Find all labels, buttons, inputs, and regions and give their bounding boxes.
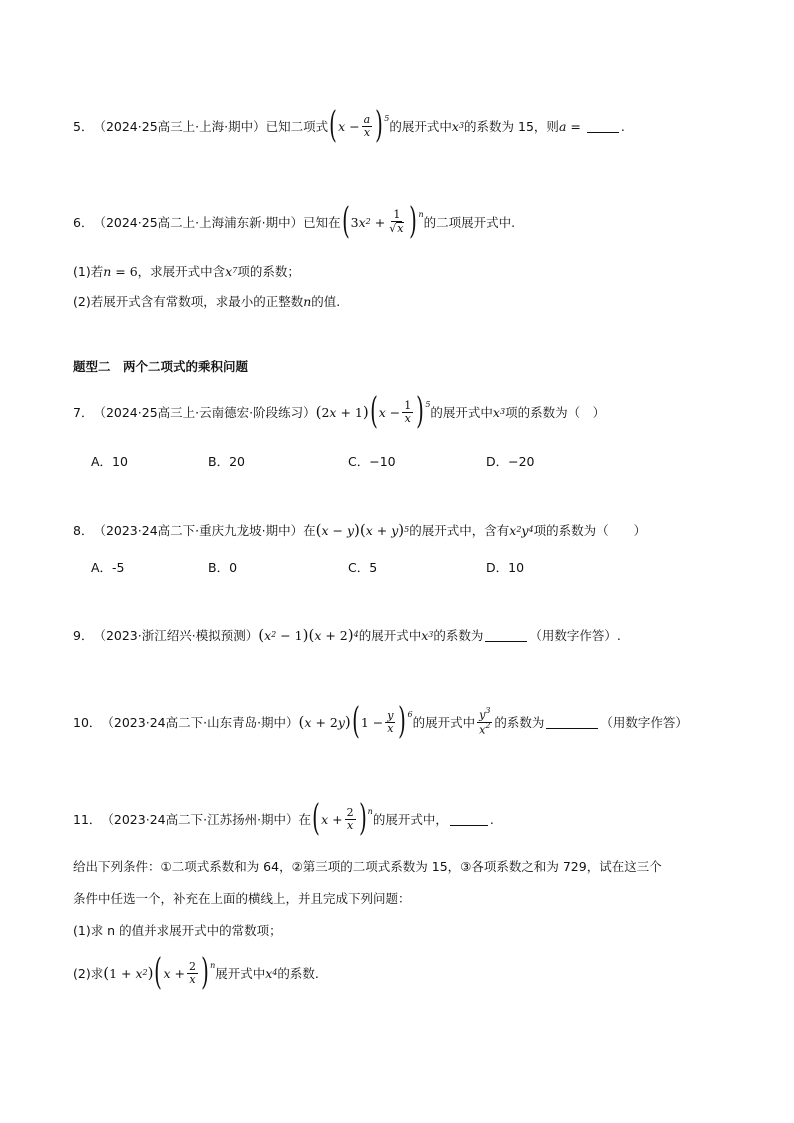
q11-conditions-1: 给出下列条件：①二项式系数和为 64，②第三项的二项式系数为 15，③各项系数之和为 729，试在这三个 bbox=[73, 859, 662, 874]
q11-part-1: (1)求 n 的值并求展开式中的常数项； bbox=[73, 923, 282, 938]
q8-option-b[interactable]: B．0 bbox=[208, 560, 238, 575]
q8-option-a[interactable]: A．-5 bbox=[91, 560, 125, 575]
q10-number: 10． bbox=[73, 715, 102, 730]
q8-source: （2023·24高二下·重庆九龙坡·期中） bbox=[93, 523, 304, 538]
q7-option-a[interactable]: A．10 bbox=[91, 454, 128, 469]
q5-text-1: 已知二项式 bbox=[265, 119, 329, 134]
q6-part-1: (1)若 n = 6 ，求展开式中含 x 7 项的系数； bbox=[73, 263, 300, 279]
q8-option-d[interactable]: D．10 bbox=[486, 560, 525, 575]
q9-source: （2023·浙江绍兴·模拟预测） bbox=[93, 628, 259, 643]
q5-source: （2024·25高三上·上海·期中） bbox=[93, 119, 266, 134]
section-heading: 题型二 两个二项式的乘积问题 bbox=[73, 359, 249, 374]
q5-formula-open: ( bbox=[329, 105, 337, 146]
q11-answer-blank[interactable] bbox=[450, 813, 488, 826]
question-7: 7． （2024·25高三上·云南德宏·阶段练习） ( 2 x + 1 ) ( x − $\frac{1}{x}$ ) 5 的展开式中 x 3 项的系数为（ ） bbox=[73, 391, 606, 432]
q5-formula: x bbox=[338, 118, 346, 134]
q6-fraction: 1 √ x bbox=[389, 208, 404, 235]
q11-fraction: $\frac{2}{x}$ bbox=[346, 805, 354, 832]
q10-fraction-2: $\frac{y^3}{x^2}$ bbox=[479, 706, 491, 737]
q11-number: 11． bbox=[73, 812, 102, 827]
q9-number: 9． bbox=[73, 628, 94, 643]
q5-fraction: $\frac{a}{x}$ bbox=[363, 112, 371, 139]
q6-number: 6． bbox=[73, 215, 94, 230]
q9-answer-blank[interactable] bbox=[485, 629, 527, 642]
q5-text-3: 的系数为 15，则 bbox=[464, 119, 559, 134]
q11-conditions-2: 条件中任选一个，补充在上面的横线上，并且完成下列问题： bbox=[73, 891, 411, 906]
q7-option-b[interactable]: B．20 bbox=[208, 454, 245, 469]
q10-fraction-1: $\frac{y}{x}$ bbox=[387, 708, 394, 735]
q6-source: （2024·25高二上·上海浦东新·期中） bbox=[93, 215, 304, 230]
q5-number: 5． bbox=[73, 119, 94, 134]
q7-fraction: $\frac{1}{x}$ bbox=[404, 398, 412, 425]
q6-part-2: (2)若展开式含有常数项，求最小的正整数 n 的值. bbox=[73, 293, 341, 309]
question-8: 8． （2023·24高二下·重庆九龙坡·期中） 在 ( x − y ) ( x + y ) 5 的展开式中，含有 x 2 y 4 项的系数为（ ） bbox=[73, 520, 647, 539]
q8-number: 8． bbox=[73, 523, 94, 538]
q11-source: （2023·24高二下·江苏扬州·期中） bbox=[101, 812, 299, 827]
q7-number: 7． bbox=[73, 405, 94, 420]
q7-option-c[interactable]: C．−10 bbox=[348, 454, 396, 469]
q5-text-2: 的展开式中 bbox=[389, 119, 452, 134]
q10-answer-blank[interactable] bbox=[546, 716, 598, 729]
q7-option-d[interactable]: D．−20 bbox=[486, 454, 535, 469]
question-6: 6． （2024·25高二上·上海浦东新·期中） 已知在 ( 3 x 2 + 1 √ x ) n 的二项展开式中. bbox=[73, 201, 516, 242]
q10-source: （2023·24高二下·山东青岛·期中） bbox=[101, 715, 299, 730]
question-5: 5． （2024·25高三上·上海·期中） 已知二项式 ( x − $\frac{a}{x}$ ) 5 的展开式中 x 3 的系数为 15，则 a = . bbox=[73, 105, 625, 146]
question-10: 10． （2023·24高二下·山东青岛·期中） ( x + 2 y ) ( 1 − $\frac{y}{x}$ ) 6 的展开式中 $\frac{y^3}{x^2}$ 的系数为 （用数字作答） bbox=[73, 701, 688, 742]
q11-part-2: (2)求 ( 1 + x 2 ) ( x + $\frac{2}{x}$ ) n 展开式中 x 4 的系数. bbox=[73, 952, 319, 993]
q6-formula-open: ( bbox=[341, 201, 350, 242]
q7-source: （2024·25高三上·云南德宏·阶段练习） bbox=[93, 405, 316, 420]
question-11: 11． （2023·24高二下·江苏扬州·期中） 在 ( x + $\frac{2}{x}$ ) n 的展开式中， . bbox=[73, 798, 494, 839]
q5-answer-blank[interactable] bbox=[587, 120, 619, 133]
q8-option-c[interactable]: C．5 bbox=[348, 560, 378, 575]
q11-part-2-fraction: $\frac{2}{x}$ bbox=[189, 959, 197, 986]
question-9: 9． （2023·浙江绍兴·模拟预测） ( x 2 − 1 ) ( x + 2 ) 4 的展开式中 x 3 的系数为 （用数字作答）. bbox=[73, 625, 621, 644]
